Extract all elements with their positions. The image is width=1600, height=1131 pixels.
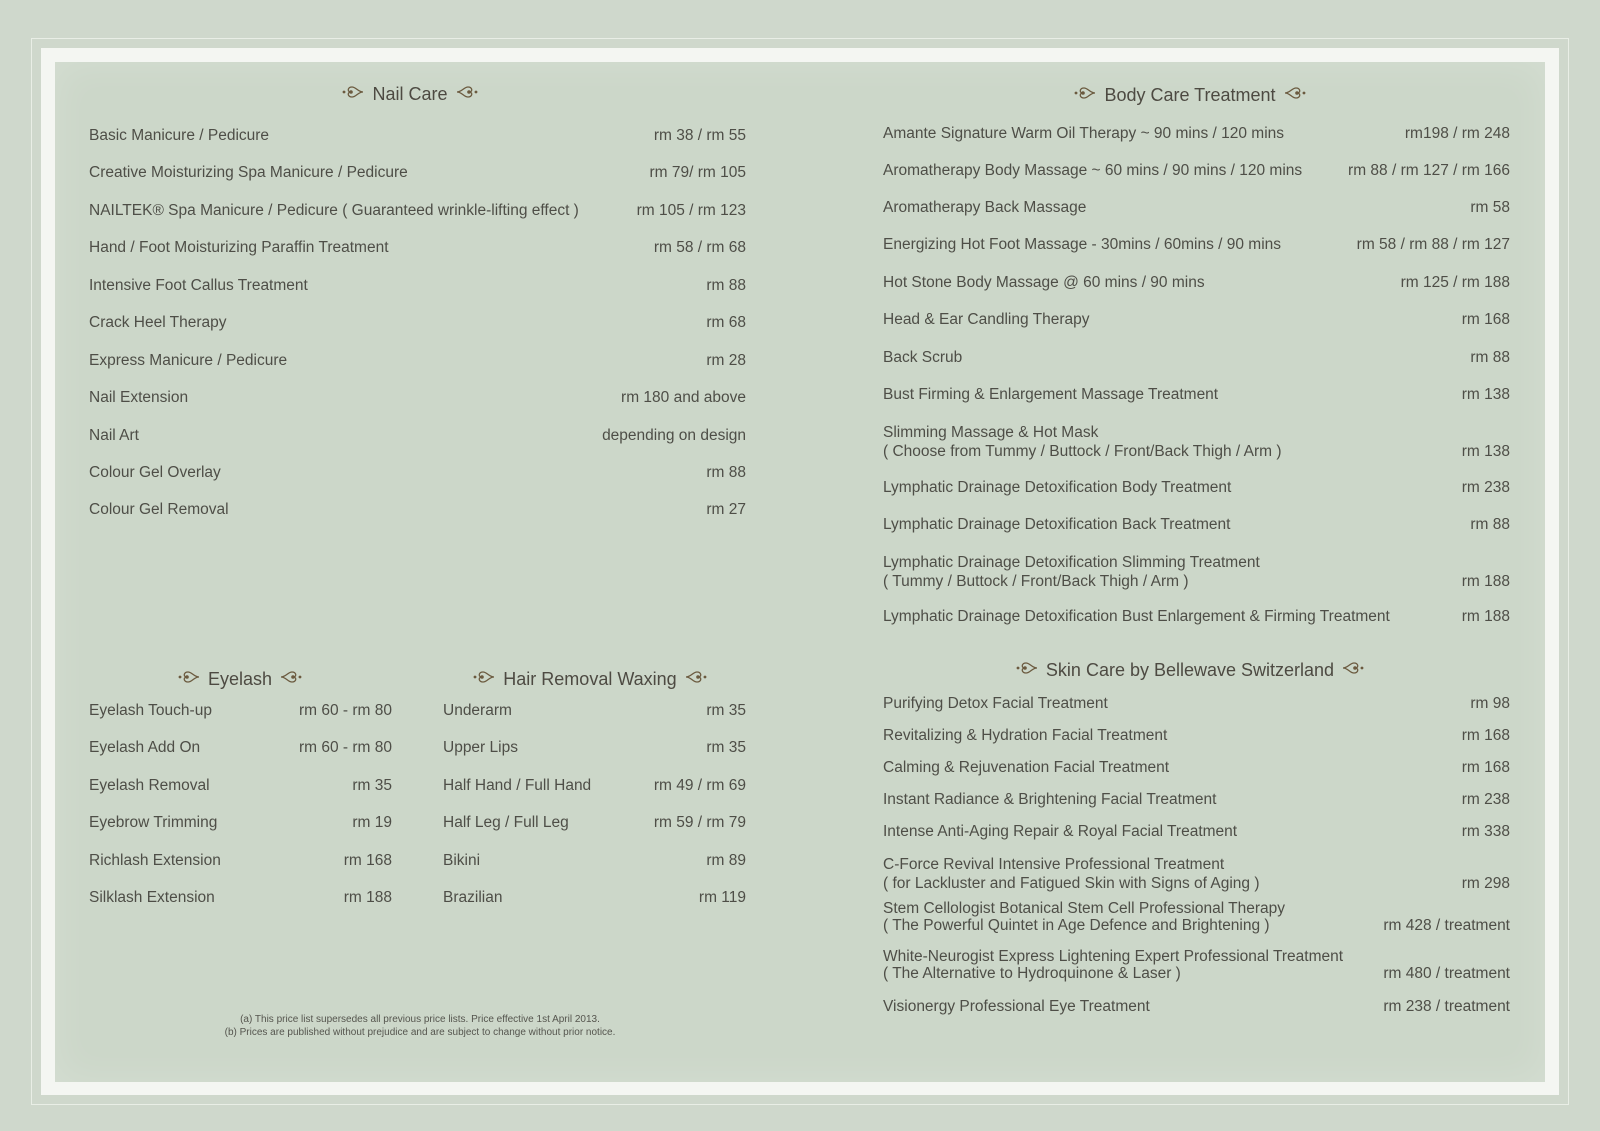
service-price: rm 168 xyxy=(1461,727,1510,744)
service-price: rm 79/ rm 105 xyxy=(649,164,746,181)
flourish-left-icon xyxy=(473,669,495,690)
price-row xyxy=(883,789,1510,809)
price-row xyxy=(443,737,746,757)
service-name: Purifying Detox Facial Treatment xyxy=(883,695,1108,712)
service-name: NAILTEK® Spa Manicure / Pedicure ( Guaranteed wrinkle-lifting effect ) xyxy=(89,202,579,219)
service-name: Upper Lips xyxy=(443,739,518,756)
service-name: Brazilian xyxy=(443,889,503,906)
footnote: (b) Prices are published without prejudice and are subject to change without prior notice. xyxy=(224,1027,616,1038)
price-row xyxy=(89,700,392,720)
price-row xyxy=(883,384,1510,404)
service-name: Basic Manicure / Pedicure xyxy=(89,127,270,144)
price-row xyxy=(89,462,746,482)
price-row xyxy=(883,197,1510,217)
service-name: Colour Gel Removal xyxy=(89,501,229,518)
service-name: Richlash Extension xyxy=(89,852,221,869)
service-name: Underarm xyxy=(443,702,512,719)
section-title: Eyelash xyxy=(207,668,273,689)
service-price: rm 35 xyxy=(706,702,746,719)
service-price: rm 119 xyxy=(698,889,746,906)
flourish-right-icon xyxy=(1342,660,1364,681)
price-row xyxy=(89,737,392,757)
service-price: rm 98 xyxy=(1470,695,1510,712)
service-price: rm 49 / rm 69 xyxy=(653,777,746,794)
price-row xyxy=(89,387,746,407)
service-name: Energizing Hot Foot Massage - 30mins / 60mins / 90 mins xyxy=(883,236,1282,253)
price-row xyxy=(89,312,746,332)
service-price: rm 188 xyxy=(1461,573,1510,590)
price-row xyxy=(89,275,746,295)
service-price: rm 28 xyxy=(706,352,746,369)
service-price: rm 168 xyxy=(1461,759,1510,776)
service-name: Back Scrub xyxy=(883,349,963,366)
service-price: rm 238 xyxy=(1461,479,1510,496)
service-price: rm 480 / treatment xyxy=(1383,965,1510,982)
service-price: rm 88 xyxy=(1470,516,1510,533)
service-price: rm 38 / rm 55 xyxy=(653,127,746,144)
footnotes xyxy=(140,1013,700,1039)
service-price: rm 105 / rm 123 xyxy=(636,202,746,219)
service-price: rm 168 xyxy=(1461,311,1510,328)
price-row xyxy=(883,551,1510,591)
service-price: rm 138 xyxy=(1461,443,1510,460)
price-row xyxy=(443,887,746,907)
service-name: Nail Art xyxy=(89,427,139,444)
service-name: Express Manicure / Pedicure xyxy=(89,352,288,369)
service-price: rm 188 xyxy=(1461,608,1510,625)
service-price: rm 125 / rm 188 xyxy=(1400,274,1510,291)
service-name: Intense Anti-Aging Repair & Royal Facial Treatment xyxy=(883,823,1238,840)
service-price: rm 428 / treatment xyxy=(1383,917,1510,934)
price-row xyxy=(89,775,392,795)
price-row xyxy=(883,272,1510,292)
service-name: Eyebrow Trimming xyxy=(89,814,218,831)
service-price: rm 58 / rm 88 / rm 127 xyxy=(1356,236,1510,253)
section-title: Body Care Treatment xyxy=(1104,84,1276,105)
price-row xyxy=(883,421,1510,461)
service-price: rm 60 - rm 80 xyxy=(298,702,392,719)
price-row xyxy=(89,850,392,870)
service-name: Calming & Rejuvenation Facial Treatment xyxy=(883,759,1170,776)
flourish-left-icon xyxy=(178,669,200,690)
service-price: rm 338 xyxy=(1461,823,1510,840)
service-price: rm 27 xyxy=(706,501,746,518)
service-price: rm 298 xyxy=(1461,875,1510,892)
service-name: Instant Radiance & Brightening Facial Treatment xyxy=(883,791,1217,808)
service-price: depending on design xyxy=(602,427,746,444)
price-row xyxy=(443,775,746,795)
service-name: Creative Moisturizing Spa Manicure / Pedicure xyxy=(89,164,408,181)
service-name: Half Leg / Full Leg xyxy=(443,814,569,831)
service-name: Hot Stone Body Massage @ 60 mins / 90 mins xyxy=(883,274,1205,291)
price-row xyxy=(883,160,1510,180)
price-row xyxy=(443,850,746,870)
flourish-right-icon xyxy=(456,84,478,105)
price-row xyxy=(89,125,746,145)
service-price: rm 180 and above xyxy=(621,389,746,406)
service-price: rm 88 xyxy=(706,277,746,294)
service-name: Bikini xyxy=(443,852,481,869)
price-row xyxy=(883,693,1510,713)
service-price: rm 19 xyxy=(352,814,392,831)
price-row xyxy=(883,514,1510,534)
service-name: Slimming Massage & Hot Mask ( Choose from Tummy / Buttock / Front/Back Thigh / Arm ) xyxy=(883,424,1282,460)
service-price: rm198 / rm 248 xyxy=(1404,125,1510,142)
service-name: Amante Signature Warm Oil Therapy ~ 90 mins / 120 mins xyxy=(883,125,1285,142)
price-row xyxy=(883,347,1510,367)
service-name: Intensive Foot Callus Treatment xyxy=(89,277,308,294)
service-name: Aromatherapy Body Massage ~ 60 mins / 90 mins / 120 mins xyxy=(883,162,1303,179)
price-row xyxy=(89,237,746,257)
price-row xyxy=(883,821,1510,841)
service-price: rm 188 xyxy=(343,889,392,906)
price-row xyxy=(883,948,1510,982)
service-name: Lymphatic Drainage Detoxification Bust Enlargement & Firming Treatment xyxy=(883,608,1390,625)
flourish-right-icon xyxy=(280,669,302,690)
service-name: Stem Cellologist Botanical Stem Cell Professional Therapy ( The Powerful Quintet in Age Defence and Brightening ) xyxy=(883,900,1286,934)
flourish-left-icon xyxy=(342,84,364,105)
service-price: rm 238 xyxy=(1461,791,1510,808)
service-price: rm 238 / treatment xyxy=(1383,998,1510,1015)
service-price: rm 35 xyxy=(352,777,392,794)
price-row xyxy=(89,887,392,907)
section-title: Skin Care by Bellewave Switzerland xyxy=(1045,659,1335,680)
service-name: Lymphatic Drainage Detoxification Body Treatment xyxy=(883,479,1232,496)
service-price: rm 168 xyxy=(343,852,392,869)
service-name: Nail Extension xyxy=(89,389,189,406)
flourish-right-icon xyxy=(1284,85,1306,106)
service-price: rm 35 xyxy=(706,739,746,756)
flourish-left-icon xyxy=(1016,660,1038,681)
service-price: rm 138 xyxy=(1461,386,1510,403)
service-name: Colour Gel Overlay xyxy=(89,464,221,481)
price-row xyxy=(883,477,1510,497)
nail-care-heading xyxy=(310,82,510,106)
price-row xyxy=(89,200,746,220)
price-row xyxy=(89,162,746,182)
service-name: White-Neurogist Express Lightening Expert Professional Treatment ( The Alternative to Hydroquinone & Laser ) xyxy=(883,948,1344,982)
price-row xyxy=(883,234,1510,254)
service-name: Eyelash Add On xyxy=(89,739,201,756)
flourish-left-icon xyxy=(1074,85,1096,106)
service-name: Crack Heel Therapy xyxy=(89,314,227,331)
skin-care-heading xyxy=(990,658,1390,682)
service-name: Hand / Foot Moisturizing Paraffin Treatment xyxy=(89,239,389,256)
price-row xyxy=(443,812,746,832)
service-name: C-Force Revival Intensive Professional Treatment ( for Lackluster and Fatigued Skin with Signs of Aging ) xyxy=(883,856,1260,892)
service-name: Bust Firming & Enlargement Massage Treatment xyxy=(883,386,1219,403)
service-price: rm 68 xyxy=(706,314,746,331)
section-title: Nail Care xyxy=(372,83,448,104)
body-care-heading xyxy=(1030,83,1350,107)
price-row xyxy=(89,425,746,445)
service-price: rm 89 xyxy=(706,852,746,869)
price-row xyxy=(883,853,1510,893)
service-name: Revitalizing & Hydration Facial Treatment xyxy=(883,727,1168,744)
service-price: rm 88 xyxy=(1470,349,1510,366)
service-name: Eyelash Removal xyxy=(89,777,210,794)
price-row xyxy=(443,700,746,720)
service-name: Visionergy Professional Eye Treatment xyxy=(883,998,1150,1015)
section-title: Hair Removal Waxing xyxy=(503,668,677,689)
price-row xyxy=(883,757,1510,777)
service-name: Silklash Extension xyxy=(89,889,215,906)
service-name: Lymphatic Drainage Detoxification Back Treatment xyxy=(883,516,1231,533)
price-row xyxy=(883,606,1510,626)
service-price: rm 88 / rm 127 / rm 166 xyxy=(1348,162,1510,179)
footnote: (a) This price list supersedes all previous price lists. Price effective 1st April 2013. xyxy=(240,1014,600,1025)
service-name: Lymphatic Drainage Detoxification Slimming Treatment ( Tummy / Buttock / Front/Back Thigh / Arm ) xyxy=(883,554,1260,590)
service-name: Half Hand / Full Hand xyxy=(443,777,592,794)
eyelash-heading xyxy=(150,667,330,691)
service-price: rm 88 xyxy=(706,464,746,481)
service-name: Aromatherapy Back Massage xyxy=(883,199,1087,216)
price-row xyxy=(89,812,392,832)
service-price: rm 59 / rm 79 xyxy=(653,814,746,831)
price-row xyxy=(883,996,1510,1016)
price-row xyxy=(883,725,1510,745)
price-row xyxy=(89,350,746,370)
price-row xyxy=(883,123,1510,143)
service-price: rm 58 / rm 68 xyxy=(653,239,746,256)
waxing-heading xyxy=(460,667,720,691)
price-row xyxy=(89,499,746,519)
service-name: Eyelash Touch-up xyxy=(89,702,212,719)
service-price: rm 60 - rm 80 xyxy=(298,739,392,756)
flourish-right-icon xyxy=(685,669,707,690)
price-row xyxy=(883,309,1510,329)
service-price: rm 58 xyxy=(1470,199,1510,216)
price-row xyxy=(883,900,1510,934)
service-name: Head & Ear Candling Therapy xyxy=(883,311,1090,328)
